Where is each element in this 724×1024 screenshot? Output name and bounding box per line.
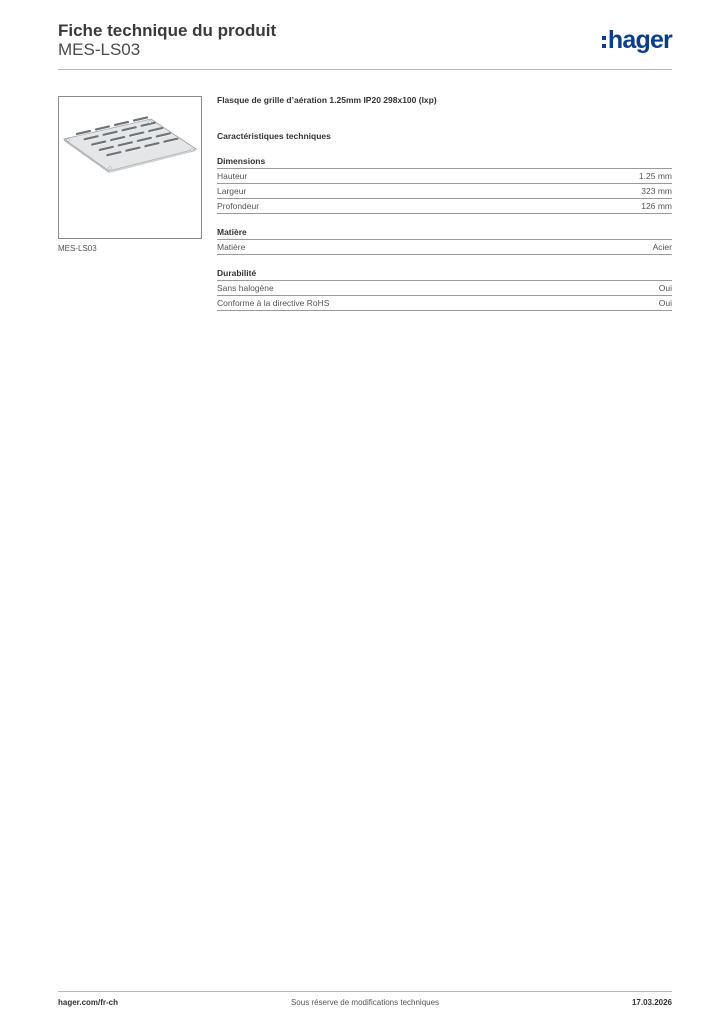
spec-group-dimensions bbox=[217, 155, 672, 214]
spec-value: Oui bbox=[658, 298, 672, 308]
mounting-hole bbox=[149, 121, 152, 124]
spec-group-title: Durabilité bbox=[217, 267, 672, 281]
spec-label: Sans halogène bbox=[217, 283, 274, 293]
footer-notice: Sous réserve de modifications techniques bbox=[290, 998, 440, 1007]
spec-row bbox=[217, 240, 672, 255]
spec-label: Largeur bbox=[217, 186, 247, 196]
spec-value: 1.25 mm bbox=[638, 171, 672, 181]
spec-value: 323 mm bbox=[641, 186, 672, 196]
spec-row bbox=[217, 184, 672, 199]
plate-body bbox=[64, 119, 196, 171]
document-footer bbox=[58, 998, 672, 1010]
product-image-frame bbox=[58, 96, 202, 239]
product-reference: MES-LS03 bbox=[58, 40, 141, 59]
document-header bbox=[58, 20, 672, 68]
spec-label: Conforme à la directive RoHS bbox=[217, 298, 330, 308]
spec-group-material bbox=[217, 226, 672, 255]
spec-label: Profondeur bbox=[217, 201, 260, 211]
document-title: Fiche technique du produit bbox=[58, 21, 277, 40]
spec-row bbox=[217, 199, 672, 214]
product-image bbox=[59, 97, 201, 238]
mounting-hole bbox=[67, 139, 70, 142]
spec-label: Matière bbox=[217, 242, 246, 252]
footer-website-link[interactable]: hager.com/fr-ch bbox=[58, 998, 119, 1007]
spec-group-title: Dimensions bbox=[217, 155, 672, 169]
specs-heading: Caractéristiques techniques bbox=[217, 131, 331, 141]
hager-logo bbox=[602, 28, 672, 58]
spec-row bbox=[217, 296, 672, 311]
product-image-caption: MES-LS03 bbox=[58, 244, 97, 253]
spec-row bbox=[217, 281, 672, 296]
footer-date: 17.03.2026 bbox=[631, 998, 672, 1007]
spec-value: 126 mm bbox=[641, 201, 672, 211]
logo-dots bbox=[602, 36, 606, 48]
footer-divider bbox=[58, 991, 672, 992]
spec-value: Acier bbox=[652, 242, 672, 252]
spec-group-title: Matière bbox=[217, 226, 672, 240]
logo-wordmark: hager bbox=[607, 26, 672, 54]
product-details bbox=[217, 94, 672, 311]
spec-row bbox=[217, 169, 672, 184]
mounting-hole bbox=[109, 167, 112, 170]
mounting-hole bbox=[191, 149, 194, 152]
spec-label: Hauteur bbox=[217, 171, 248, 181]
product-description: Flasque de grille d’aération 1.25mm IP20 298x100 (lxp) bbox=[217, 95, 437, 105]
spec-group-durability bbox=[217, 267, 672, 311]
header-divider bbox=[58, 69, 672, 70]
spec-value: Oui bbox=[658, 283, 672, 293]
